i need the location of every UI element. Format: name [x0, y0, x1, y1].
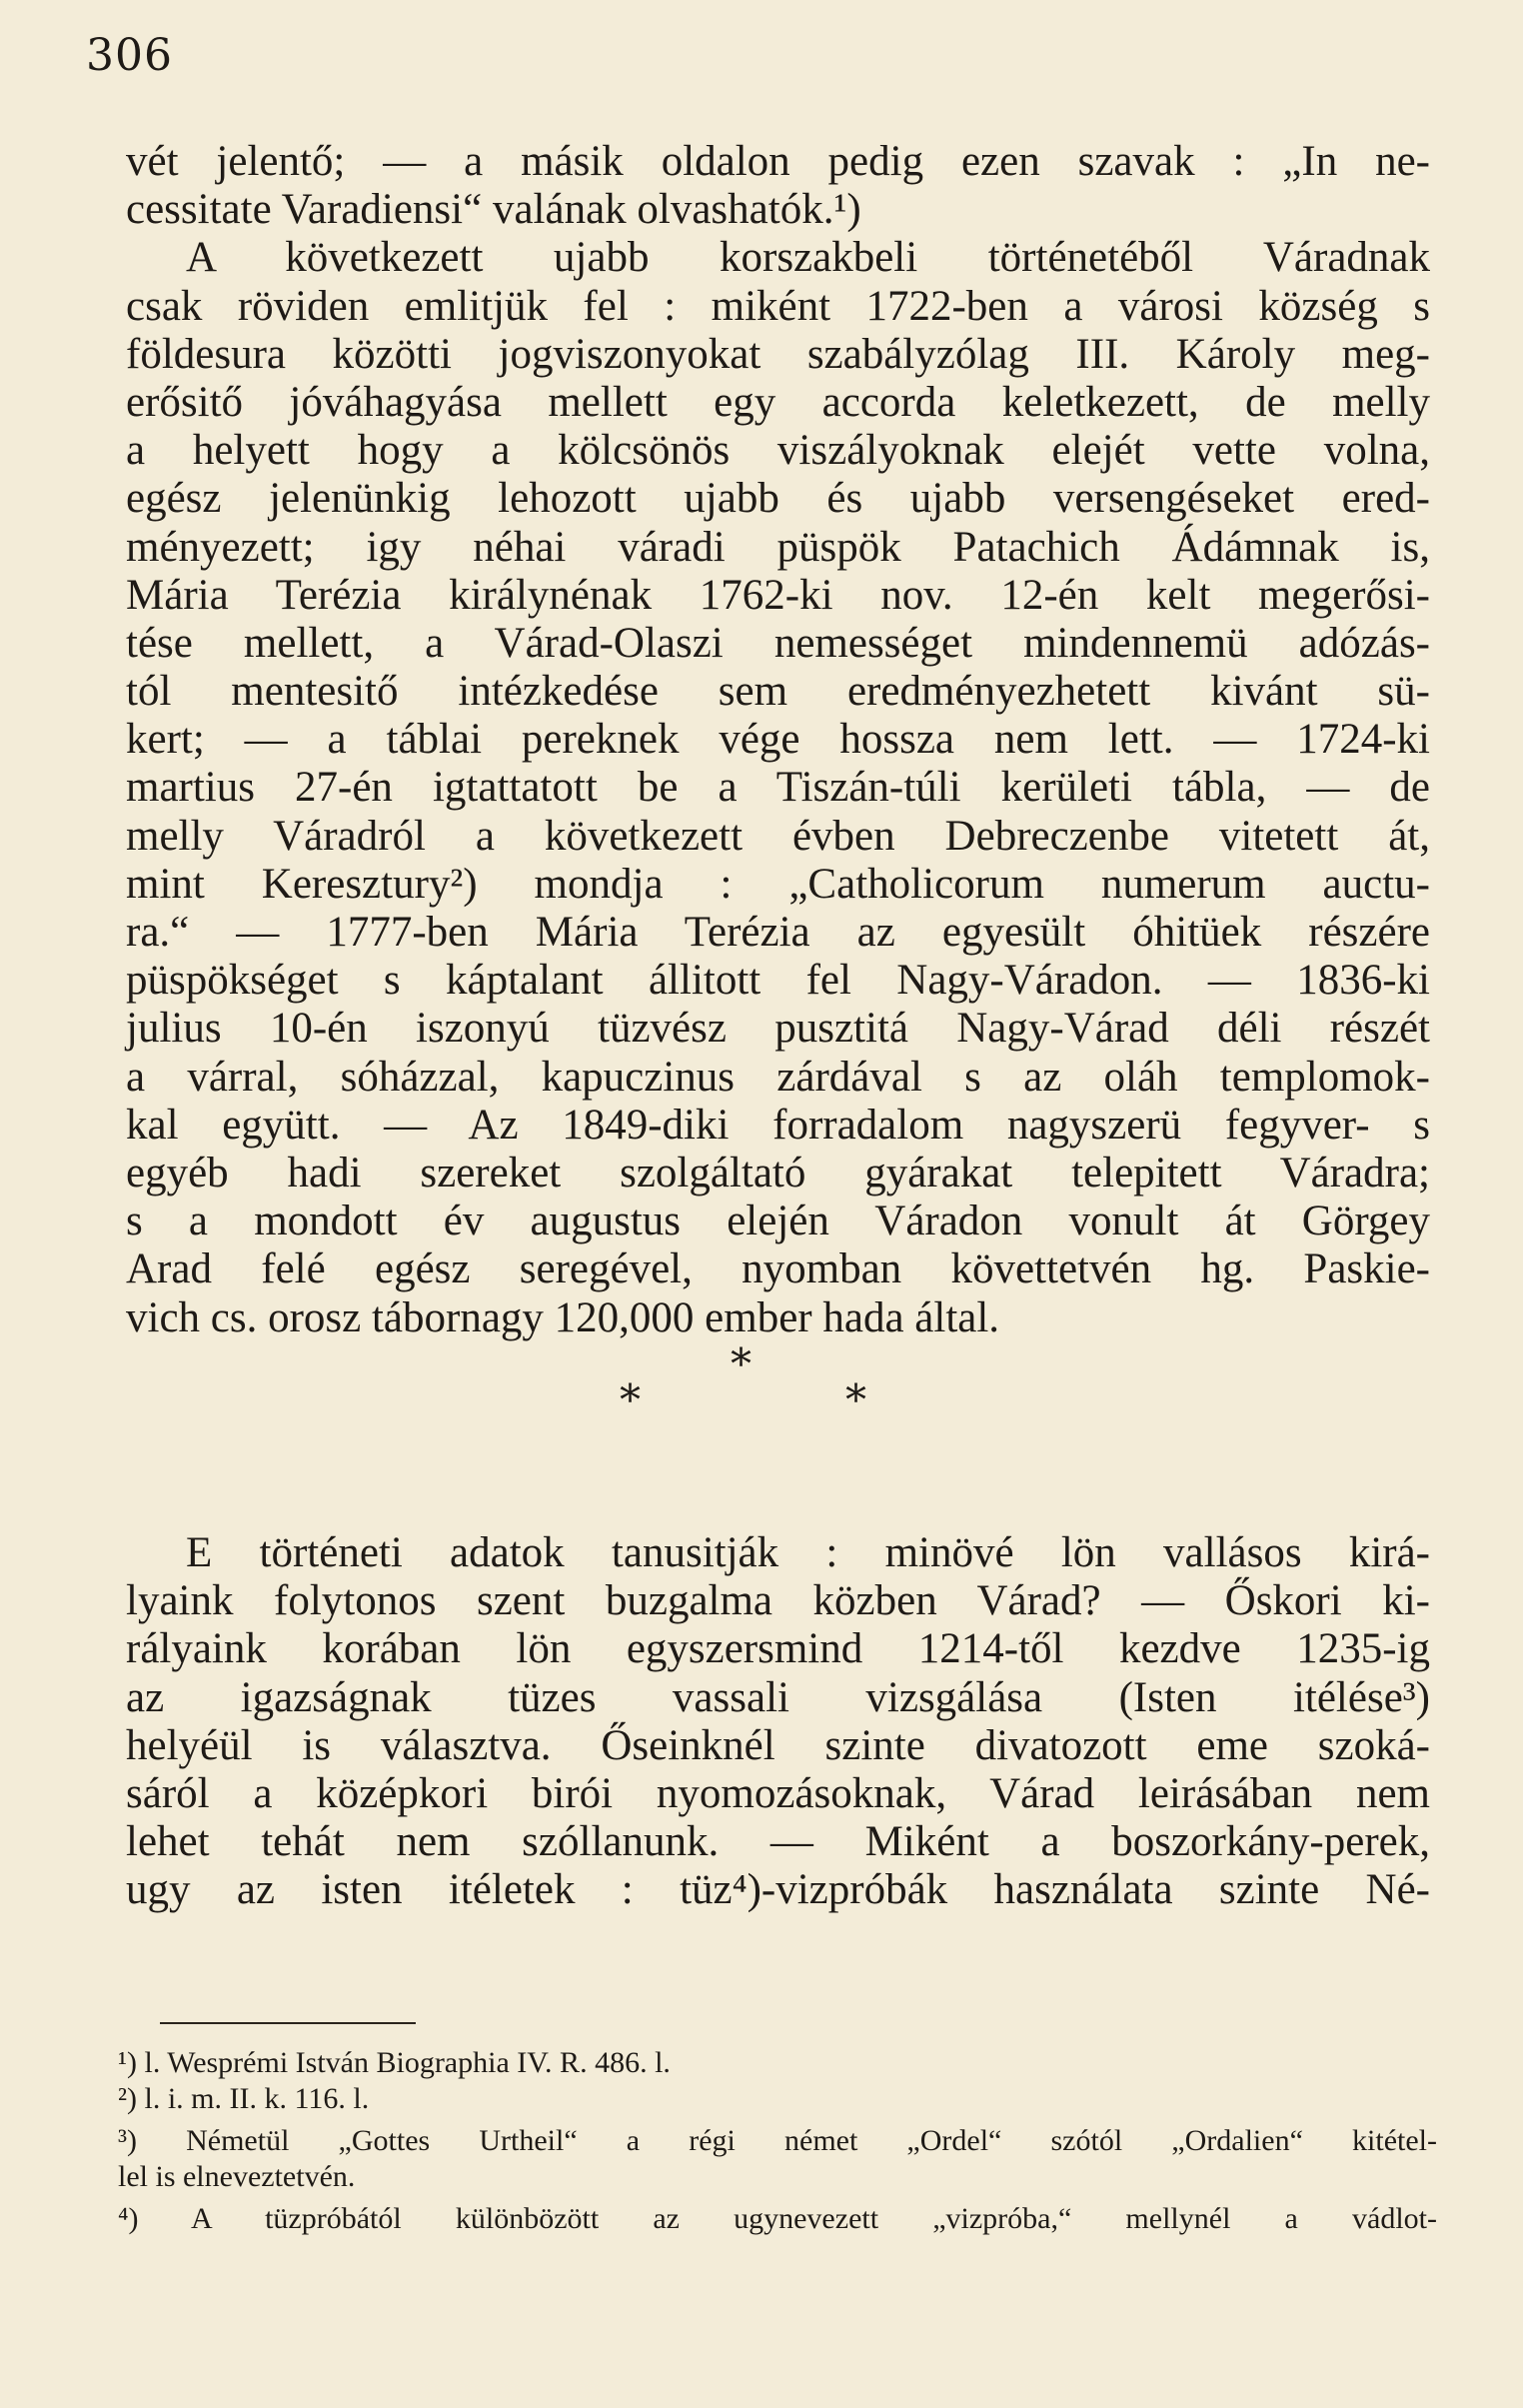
text-line: a várral, sóházzal, kapuczinus zárdával s az oláh templomok-	[126, 1053, 1430, 1101]
text-line: cessitate Varadiensi“ valának olvashatók.¹)	[126, 186, 861, 234]
text-line: vét jelentő; — a másik oldalon pedig ezen szavak : „In ne-	[126, 138, 1430, 185]
text-line: A következett ujabb korszakbeli történetéből Váradnak	[186, 234, 1430, 282]
text-line: sáról a középkori birói nyomozásoknak, Várad leirásában nem	[126, 1769, 1430, 1817]
text-line: ményezett; igy néhai váradi püspök Patachich Ádámnak is,	[126, 523, 1430, 571]
section-separator	[0, 1339, 1523, 1429]
page-number: 306	[86, 30, 173, 81]
asterisk-ornament: *	[620, 1375, 641, 1424]
text-line: egyéb hadi szereket szolgáltató gyárakat telepitett Váradra;	[126, 1149, 1430, 1197]
text-line: az igazságnak tüzes vassali vizsgálása (Isten itélése³)	[126, 1673, 1430, 1721]
text-line: s a mondott év augustus elején Váradon vonult át Görgey	[126, 1198, 1430, 1245]
text-line: kal együtt. — Az 1849-diki forradalom nagyszerü fegyver- s	[126, 1101, 1430, 1149]
text-line: tól mentesitő intézkedése sem eredményezhetett kivánt sü-	[126, 668, 1430, 716]
main-text	[126, 138, 1430, 1342]
text-line: kert; — a táblai pereknek vége hossza nem lett. — 1724-ki	[126, 716, 1430, 764]
text-line: ugy az isten itéletek : tüz⁴)-vizpróbák használata szinte Né-	[126, 1866, 1430, 1914]
text-line: julius 10-én iszonyú tüzvész pusztitá Nagy-Várad déli részét	[126, 1005, 1430, 1053]
main-text-section-2	[126, 1529, 1430, 1915]
footnote: lel is elneveztetvén.	[118, 2160, 356, 2193]
text-line: a helyett hogy a kölcsönös viszályoknak elejét vette volna,	[126, 427, 1430, 475]
text-line: lyaink folytonos szent buzgalma közben Várad? — Őskori ki-	[126, 1577, 1430, 1625]
text-line: egész jelenünkig lehozott ujabb és ujabb versengéseket ered-	[126, 475, 1430, 523]
text-line: lehet tehát nem szóllanunk. — Miként a boszorkány-perek,	[126, 1818, 1430, 1866]
text-line: martius 27-én igtattatott be a Tiszán-túli kerületi tábla, — de	[126, 764, 1430, 812]
text-line: Arad felé egész seregével, nyomban követtetvén hg. Paskie-	[126, 1245, 1430, 1293]
footnote: ³) Németül „Gottes Urtheil“ a régi német „Ordel“ szótól „Ordalien“ kitétel-	[118, 2124, 1437, 2157]
footnote-rule	[160, 2022, 416, 2024]
asterisk-ornament: *	[731, 1339, 752, 1388]
text-line: melly Váradról a következett évben Debreczenbe vitetett át,	[126, 812, 1430, 860]
text-line: E történeti adatok tanusitják : minövé lön vallásos kirá-	[186, 1529, 1430, 1576]
text-line: püspökséget s káptalant állitott fel Nagy-Váradon. — 1836-ki	[126, 957, 1430, 1005]
text-line: tése mellett, a Várad-Olaszi nemességet mindennemü adózás-	[126, 619, 1430, 667]
text-line: erősitő jóváhagyása mellett egy accorda keletkezett, de melly	[126, 378, 1430, 426]
asterisk-ornament: *	[845, 1375, 866, 1424]
text-line: csak röviden emlitjük fel : miként 1722-ben a városi község s	[126, 282, 1430, 330]
text-line: ra.“ — 1777-ben Mária Terézia az egyesült óhitüek részére	[126, 909, 1430, 956]
text-line: mint Keresztury²) mondja : „Catholicorum numerum auctu-	[126, 860, 1430, 908]
text-line: vich cs. orosz tábornagy 120,000 ember hada által.	[126, 1293, 1000, 1341]
footnote: ²) l. i. m. II. k. 116. l.	[118, 2082, 370, 2115]
footnotes	[118, 2045, 1437, 2237]
text-line: Mária Terézia királynénak 1762-ki nov. 12-én kelt megerősi-	[126, 571, 1430, 619]
text-line: helyéül is választva. Őseinknél szinte divatozott eme szoká-	[126, 1721, 1430, 1769]
footnote: ¹) l. Wesprémi István Biographia IV. R. 486. l.	[118, 2046, 671, 2079]
text-line: rályaink korában lön egyszersmind 1214-től kezdve 1235-ig	[126, 1625, 1430, 1673]
footnote: ⁴) A tüzpróbától különbözött az ugynevezett „vizpróba,“ mellynél a vádlot-	[118, 2202, 1437, 2235]
text-line: földesura közötti jogviszonyokat szabályzólag III. Károly meg-	[126, 330, 1430, 378]
